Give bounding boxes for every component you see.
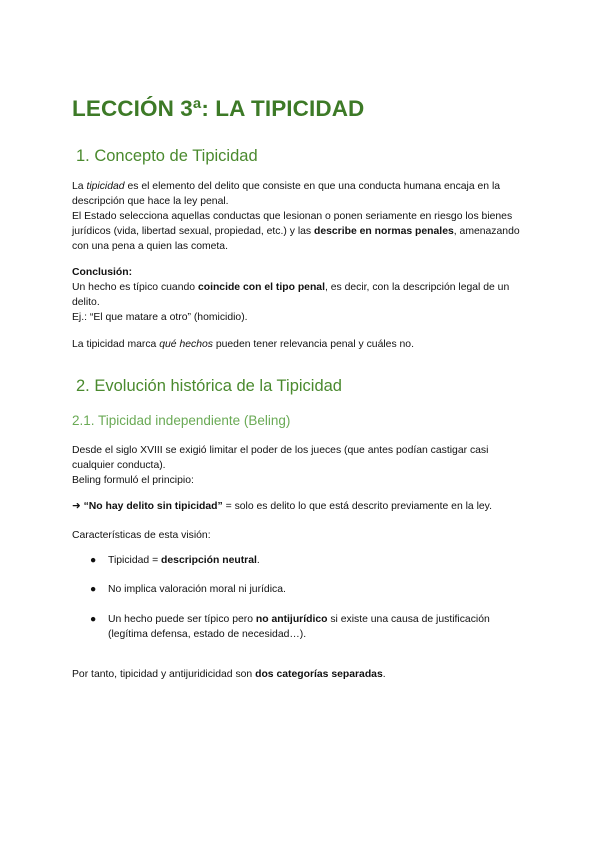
paragraph-conclusion-final: Por tanto, tipicidad y antijuridicidad son dos categorías separadas. — [72, 669, 386, 680]
bold-categorias: dos categorías separadas — [255, 669, 383, 680]
bold-coincide: coincide con el tipo penal — [197, 282, 325, 293]
bold-describe: describe en normas penales — [314, 226, 454, 237]
bullet-icon: ● — [90, 614, 97, 625]
paragraph-principio: ➜ “No hay delito sin tipicidad” = solo es delito lo que está descrito previamente en la ley. — [72, 501, 492, 512]
paragraph-siglo-xviii: Desde el siglo XVIII se exigió limitar el poder de los jueces (que antes podían castigar casi cualquier conducta). — [72, 445, 489, 471]
bullet-icon: ● — [90, 555, 97, 566]
section-heading-evolucion: 2. Evolución histórica de la Tipicidad — [76, 377, 342, 395]
paragraph-definicion: La tipicidad es el elemento del delito que consiste en que una conducta humana encaja en la descripción que hace la ley penal. — [72, 181, 501, 207]
bold-principio: “No hay delito sin tipicidad” — [83, 501, 223, 512]
emphasis-tipicidad: tipicidad — [86, 181, 125, 192]
bullet-icon: ● — [90, 584, 97, 595]
paragraph-ejemplo: Ej.: “El que matare a otro” (homicidio). — [72, 312, 248, 323]
paragraph-estado: El Estado selecciona aquellas conductas que lesionan o ponen seriamente en riesgo los bienes jurídicos (vida, libertad sexual, propiedad, etc.) y las describe en normas penales, amenazando con una pena a quien las cometa. — [72, 211, 520, 252]
page-title: LECCIÓN 3ª: LA TIPICIDAD — [72, 96, 365, 121]
paragraph-relevancia: La tipicidad marca qué hechos pueden tener relevancia penal y cuáles no. — [72, 339, 414, 350]
paragraph-caracteristicas: Características de esta visión: — [72, 530, 211, 541]
document-page: LECCIÓN 3ª: LA TIPICIDAD 1. Concepto de Tipicidad La tipicidad es el elemento del delito que consiste en que una conducta humana encaja en la descripción que hace la ley penal. El Estado selecciona aquellas conductas que lesionan o ponen seriamente en riesgo los bienes jurídicos (vida, libertad sexual, propiedad, etc.) y las describe en normas penales, amenazando con una pena a quien las cometa. Conclusión: Un hecho es típico cuando coincide con el tipo penal, es decir, con la descripción legal de un delito. Ej.: “El que matare a otro” (homicidio). La tipicidad marca qué hechos pueden tener relevancia penal y cuáles no. 2. Evolución histórica de la Tipicidad 2.1. Tipicidad independiente (Beling) Desde el siglo XVIII se exigió limitar el poder de los jueces (que antes podían castigar casi cualquier conducta). Beling formuló el principio: ➜ “No hay delito sin tipicidad” = solo es delito lo que está descrito previamente en la ley. Características de esta visión: ● Tipicidad = descripción neutral. ● No implica valoración moral ni jurídica. ● Un hecho puede ser típico pero no antijurídico si existe una causa de justificación (legítima defensa, estado de necesidad…). Por tanto, tipicidad y antijuridicidad son dos categorías separadas. — [0, 0, 600, 848]
paragraph-beling: Beling formuló el principio: — [72, 475, 194, 486]
section-heading-concepto: 1. Concepto de Tipicidad — [76, 147, 258, 165]
emphasis-que-hechos: qué hechos — [159, 339, 213, 350]
arrow-icon: ➜ — [72, 501, 84, 512]
paragraph-conclusion: Un hecho es típico cuando coincide con el tipo penal, es decir, con la descripción legal de un delito. — [72, 282, 510, 308]
conclusion-label: Conclusión: — [72, 267, 133, 278]
subsection-heading-beling: 2.1. Tipicidad independiente (Beling) — [72, 413, 291, 428]
